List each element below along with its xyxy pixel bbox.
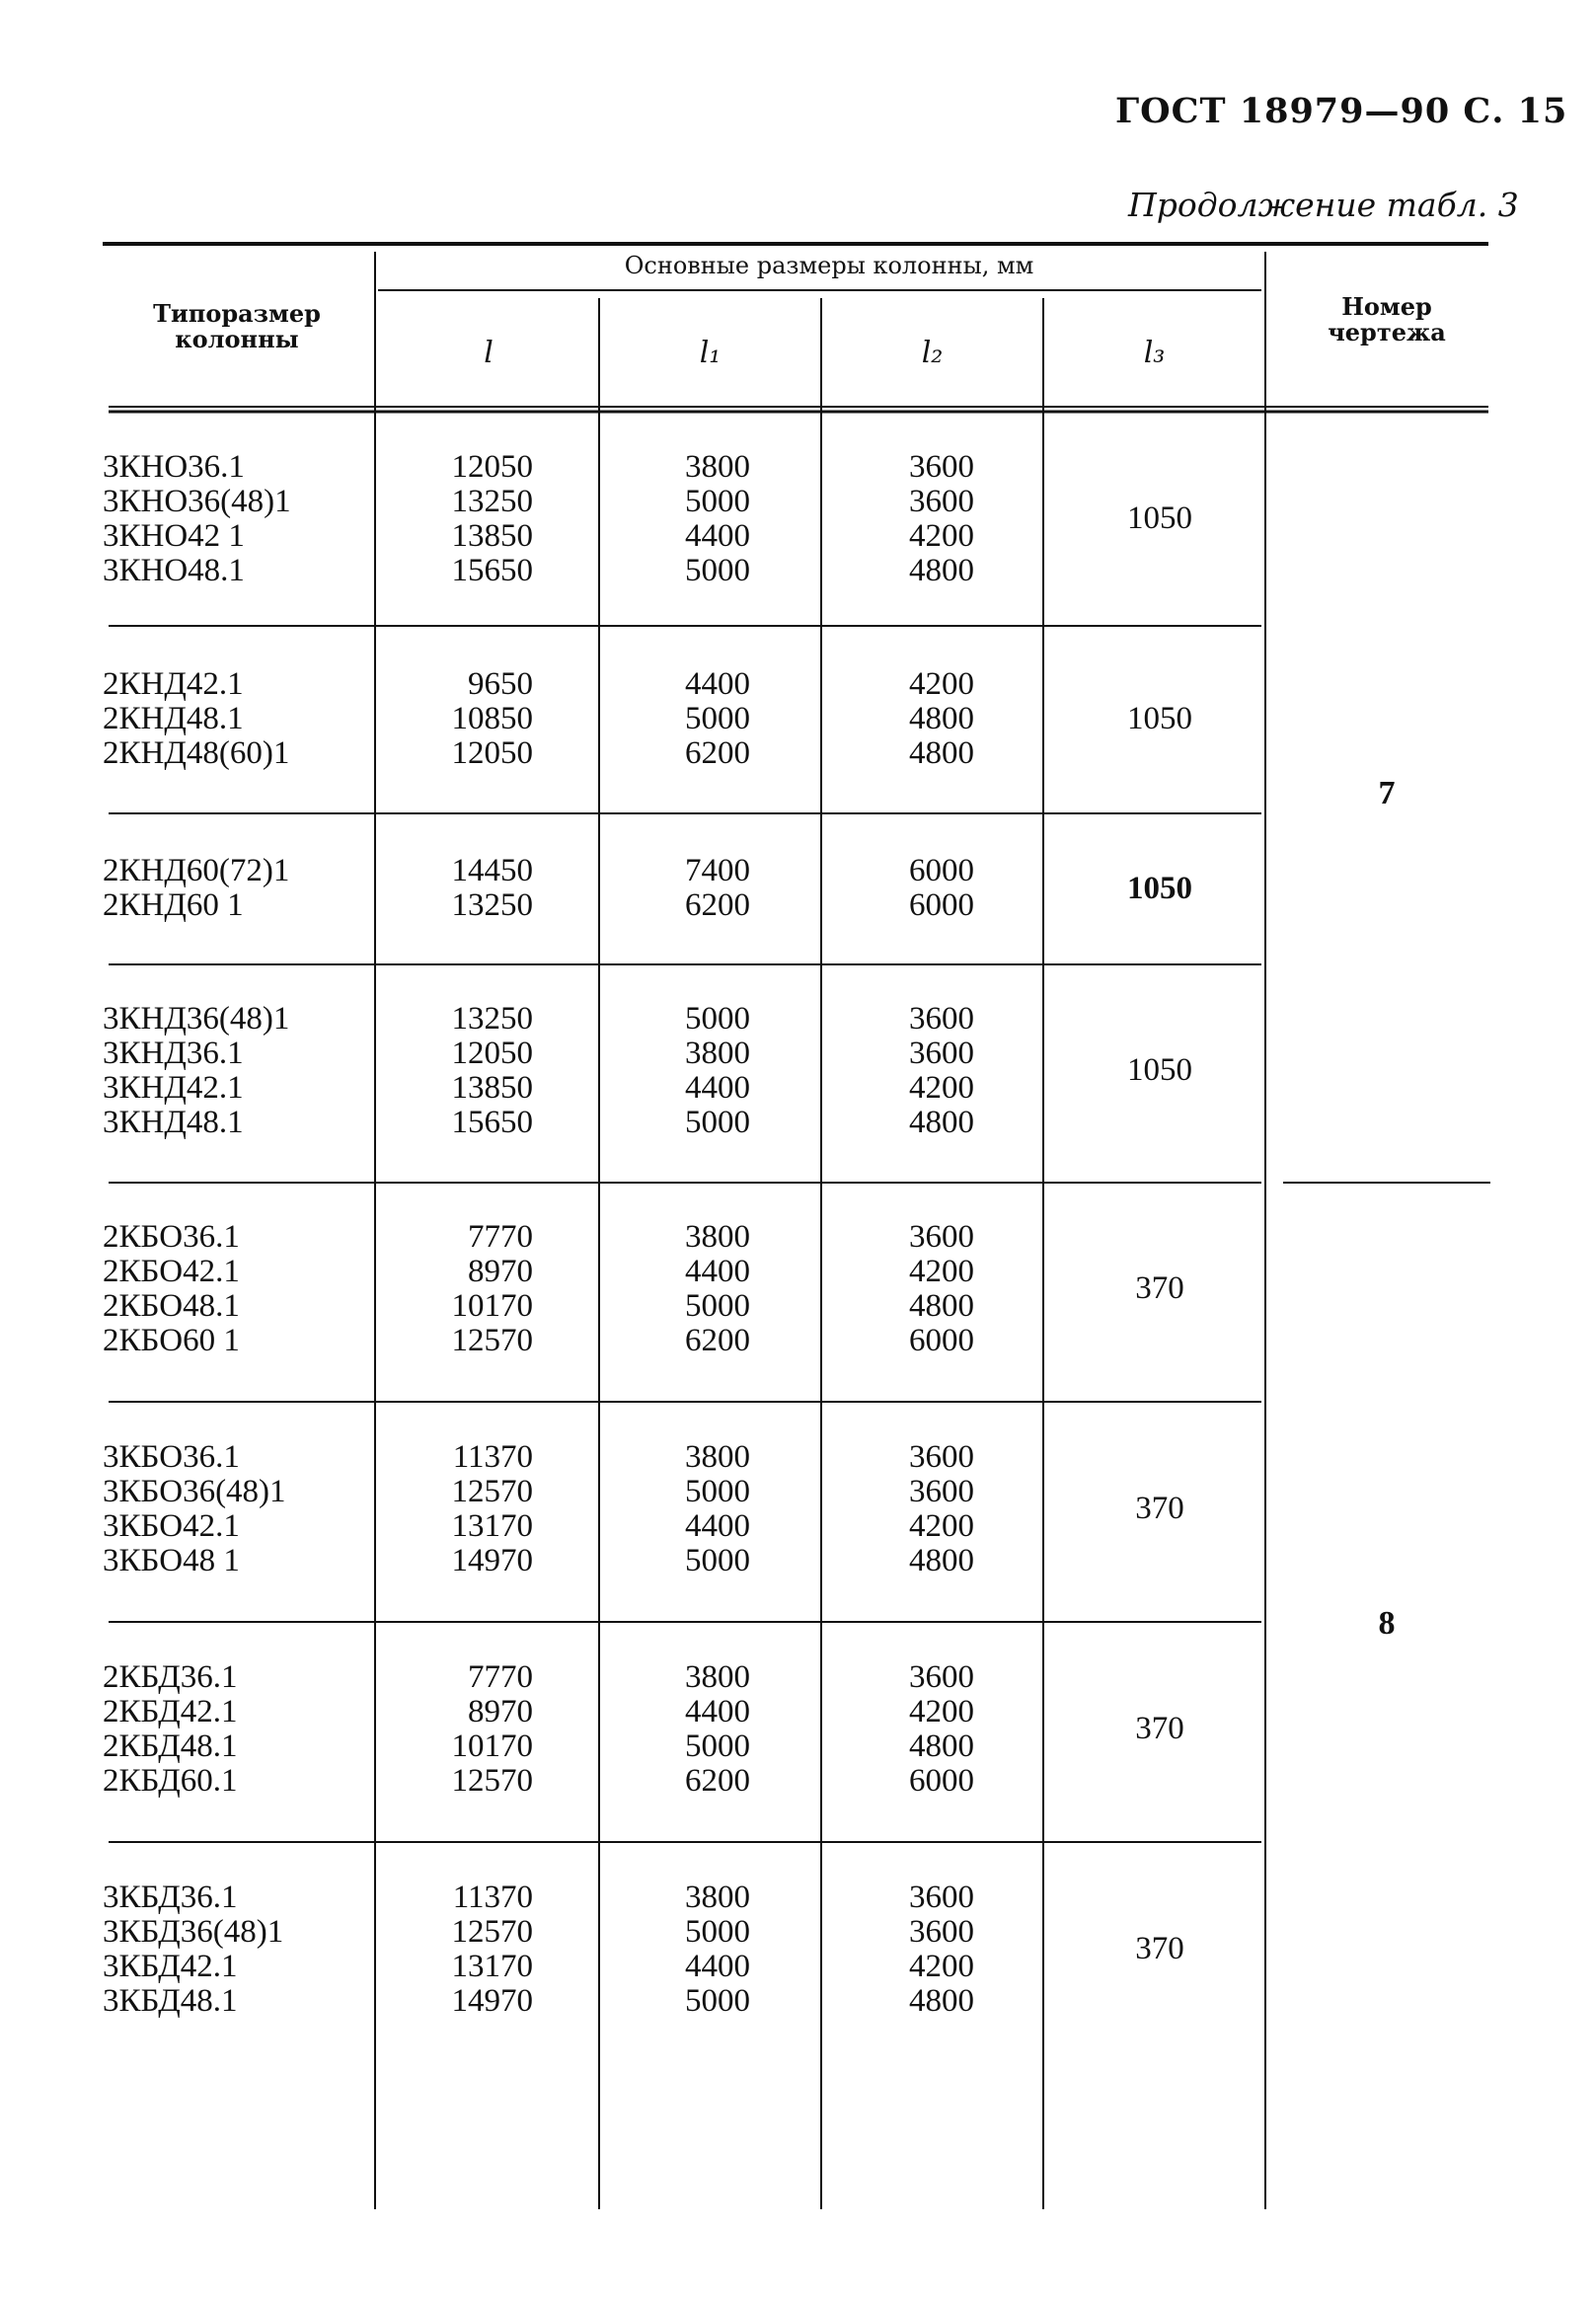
column-header-l3: l₃ [1143, 336, 1166, 370]
value-l: 11370 12570 13170 14970 [451, 1439, 533, 1578]
drawing-number: 8 [1378, 1605, 1396, 1642]
value-l3: 370 [1135, 1711, 1184, 1746]
column-group-header: Основные размеры колонны, мм [624, 252, 1034, 279]
value-l3: 370 [1135, 1931, 1184, 1966]
value-l1: 3800 5000 4400 5000 [685, 449, 750, 588]
value-l1: 3800 4400 5000 6200 [685, 1659, 750, 1799]
type-names: 3КБД36.1 3КБД36(48)1 3КБД42.1 3КБД48.1 [103, 1880, 284, 2019]
type-names: 2КБО36.1 2КБО42.1 2КБО48.1 2КБО60 1 [103, 1219, 240, 1358]
column-header-l2: l₂ [921, 336, 944, 370]
value-l: 9650 10850 12050 [451, 666, 533, 771]
value-l1: 7400 6200 [685, 853, 750, 923]
column-header-l1: l₁ [699, 336, 722, 370]
type-names: 3КНД36(48)1 3КНД36.1 3КНД42.1 3КНД48.1 [103, 1001, 290, 1140]
value-l: 14450 13250 [451, 853, 533, 923]
value-l3: 1050 [1127, 701, 1192, 736]
value-l1: 3800 5000 4400 5000 [685, 1880, 750, 2019]
value-l3: 1050 [1127, 500, 1192, 536]
drawing-number: 7 [1378, 775, 1396, 811]
type-names: 2КНД42.1 2КНД48.1 2КНД48(60)1 [103, 666, 290, 771]
value-l1: 3800 5000 4400 5000 [685, 1439, 750, 1578]
value-l2: 6000 6000 [909, 853, 974, 923]
value-l2: 3600 3600 4200 4800 [909, 1439, 974, 1578]
value-l2: 4200 4800 4800 [909, 666, 974, 771]
type-names: 3КНО36.1 3КНО36(48)1 3КНО42 1 3КНО48.1 [103, 449, 291, 588]
value-l2: 3600 3600 4200 4800 [909, 1001, 974, 1140]
type-names: 3КБО36.1 3КБО36(48)1 3КБО42.1 3КБО48 1 [103, 1439, 286, 1578]
value-l: 7770 8970 10170 12570 [451, 1219, 533, 1358]
column-header-l: l [484, 336, 494, 370]
type-names: 2КНД60(72)1 2КНД60 1 [103, 853, 290, 923]
value-l: 12050 13250 13850 15650 [451, 449, 533, 588]
value-l3: 1050 [1127, 871, 1192, 906]
value-l: 13250 12050 13850 15650 [451, 1001, 533, 1140]
value-l: 11370 12570 13170 14970 [451, 1880, 533, 2019]
value-l2: 3600 4200 4800 6000 [909, 1219, 974, 1358]
value-l1: 4400 5000 6200 [685, 666, 750, 771]
value-l1: 5000 3800 4400 5000 [685, 1001, 750, 1140]
value-l3: 370 [1135, 1491, 1184, 1526]
table-continuation-label: Продолжение табл. 3 [1128, 186, 1519, 224]
value-l3: 1050 [1127, 1052, 1192, 1088]
value-l3: 370 [1135, 1270, 1184, 1306]
value-l2: 3600 4200 4800 6000 [909, 1659, 974, 1799]
page-header: ГОСТ 18979—90 С. 15 [1115, 91, 1568, 131]
column-header-drawing: Номер чертежа [1328, 292, 1446, 346]
value-l: 7770 8970 10170 12570 [451, 1659, 533, 1799]
value-l2: 3600 3600 4200 4800 [909, 449, 974, 588]
value-l1: 3800 4400 5000 6200 [685, 1219, 750, 1358]
column-header-type: Типоразмер колонны [153, 299, 321, 353]
value-l2: 3600 3600 4200 4800 [909, 1880, 974, 2019]
type-names: 2КБД36.1 2КБД42.1 2КБД48.1 2КБД60.1 [103, 1659, 238, 1799]
